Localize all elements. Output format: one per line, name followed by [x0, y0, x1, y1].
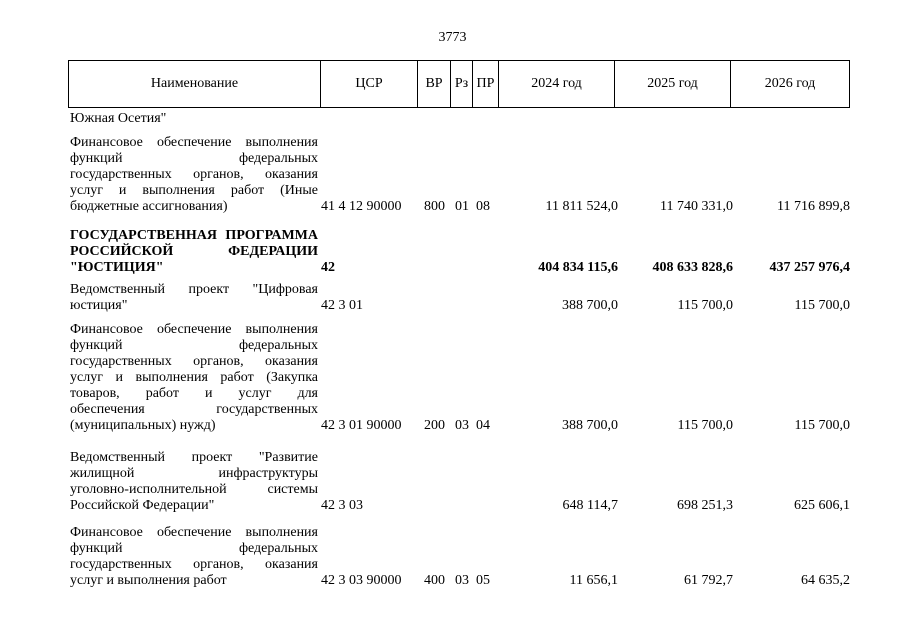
row-name-line: услуг и выполнения работ: [70, 573, 227, 588]
row-name-line: жилищной инфраструктуры: [70, 466, 318, 481]
row-csr: 41 4 12 90000: [321, 199, 402, 214]
page-number: 3773: [438, 30, 467, 45]
row-csr: 42 3 03 90000: [321, 573, 402, 588]
row-csr: 42 3 01: [321, 298, 363, 313]
row-name-line: государственных органов, оказания: [70, 557, 318, 572]
row-value-2025: 408 633 828,6: [652, 260, 733, 275]
row-name: [70, 111, 318, 127]
row-csr: 42 3 01 90000: [321, 418, 402, 433]
row-rz: 03: [455, 573, 469, 588]
row-name-line: государственных органов, оказания: [70, 167, 318, 182]
row-value-2025: 61 792,7: [684, 573, 733, 588]
header-2025: 2025 год: [615, 61, 731, 107]
row-name-line: функций федеральных: [70, 151, 318, 166]
header-name: Наименование: [69, 61, 321, 107]
header-2024: 2024 год: [499, 61, 615, 107]
row-name-line: услуг и выполнения работ (Иные: [70, 183, 318, 198]
row-pr: 05: [476, 573, 490, 588]
row-value-2026: 437 257 976,4: [769, 260, 850, 275]
row-csr: 42 3 03: [321, 498, 363, 513]
row-name-line: функций федеральных: [70, 338, 318, 353]
row-name: [70, 525, 318, 589]
row-name: [70, 135, 318, 215]
row-value-2024: 11 656,1: [569, 573, 618, 588]
row-name-line: товаров, работ и услуг для: [70, 386, 318, 401]
row-rz: 03: [455, 418, 469, 433]
row-pr: 08: [476, 199, 490, 214]
row-name-line: бюджетные ассигнования): [70, 199, 228, 214]
row-name-line: юстиция": [70, 298, 128, 313]
table-header: [68, 60, 850, 108]
row-value-2026: 64 635,2: [801, 573, 850, 588]
row-value-2024: 11 811 524,0: [545, 199, 618, 214]
row-name-line: РОССИЙСКОЙ ФЕДЕРАЦИИ: [70, 244, 318, 259]
row-value-2026: 625 606,1: [794, 498, 850, 513]
row-name: [70, 322, 318, 434]
row-name: [70, 282, 318, 314]
row-name-line: государственных органов, оказания: [70, 354, 318, 369]
row-name-line: Российской Федерации": [70, 498, 215, 513]
row-name: [70, 450, 318, 514]
header-csr: ЦСР: [321, 61, 418, 107]
row-name-line: Финансовое обеспечение выполнения: [70, 322, 318, 337]
row-vr: 800: [424, 199, 445, 214]
row-value-2024: 388 700,0: [562, 418, 618, 433]
row-value-2025: 115 700,0: [677, 298, 733, 313]
row-name-line: функций федеральных: [70, 541, 318, 556]
header-rz: Рз: [451, 61, 473, 107]
row-value-2024: 388 700,0: [562, 298, 618, 313]
row-value-2025: 698 251,3: [677, 498, 733, 513]
row-value-2026: 115 700,0: [794, 298, 850, 313]
row-rz: 01: [455, 199, 469, 214]
row-name-line: Южная Осетия": [70, 111, 167, 126]
row-vr: 200: [424, 418, 445, 433]
row-name-line: Ведомственный проект "Развитие: [70, 450, 318, 465]
row-name-line: обеспечения государственных: [70, 402, 318, 417]
row-value-2026: 115 700,0: [794, 418, 850, 433]
row-pr: 04: [476, 418, 490, 433]
row-csr: 42: [321, 260, 335, 275]
row-vr: 400: [424, 573, 445, 588]
header-2026: 2026 год: [764, 76, 816, 91]
row-name-line: (муниципальных) нужд): [70, 418, 216, 433]
header-pr: ПР: [473, 61, 499, 107]
header-vr: ВР: [418, 61, 451, 107]
row-value-2025: 11 740 331,0: [660, 199, 733, 214]
row-name-line: "ЮСТИЦИЯ": [70, 260, 164, 275]
row-name-line: ГОСУДАРСТВЕННАЯ ПРОГРАММА: [70, 228, 318, 243]
row-name-line: Финансовое обеспечение выполнения: [70, 135, 318, 150]
row-value-2024: 404 834 115,6: [538, 260, 618, 275]
row-name-line: Ведомственный проект "Цифровая: [70, 282, 318, 297]
row-value-2025: 115 700,0: [677, 418, 733, 433]
row-name-line: уголовно-исполнительной системы: [70, 482, 318, 497]
row-name-line: Финансовое обеспечение выполнения: [70, 525, 318, 540]
row-value-2024: 648 114,7: [562, 498, 618, 513]
row-name-line: услуг и выполнения работ (Закупка: [70, 370, 318, 385]
row-name: [70, 228, 318, 276]
row-value-2026: 11 716 899,8: [777, 199, 850, 214]
